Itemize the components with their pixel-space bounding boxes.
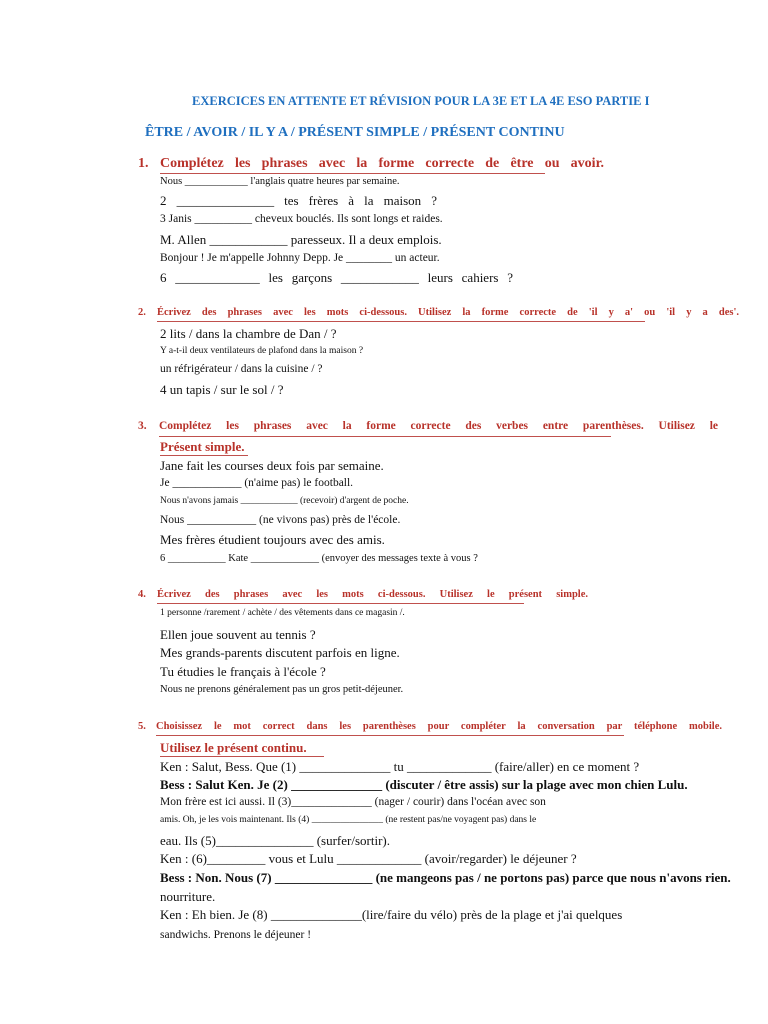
ex1-line-1: Nous ____________ l'anglais quatre heures par semaine.: [160, 176, 400, 187]
ex2-line-4: 4 un tapis / sur le sol / ?: [160, 382, 284, 397]
ex5-line-9: Ken : Eh bien. Je (8) ______________(lire/faire du vélo) près de la plage et j'ai quelques: [160, 907, 623, 922]
ex5-line-2: Bess : Salut Ken. Je (2) ______________ (discuter / être assis) sur la plage avec mon chien Lulu.: [160, 777, 688, 792]
ex4-line-2: Ellen joue souvent au tennis ?: [160, 627, 316, 642]
ex3-line-6: 6 ___________ Kate _____________ (envoyer des messages texte à vous ?: [160, 553, 478, 564]
ex1-line-3: 3 Janis __________ cheveux bouclés. Ils sont longs et raides.: [160, 213, 443, 225]
ex2-line-2: Y a-t-il deux ventilateurs de plafond dans la maison ?: [160, 346, 364, 356]
ex5-line-8: nourriture.: [160, 889, 216, 904]
exercise-3-underline: [159, 436, 611, 437]
exercise-4-number: 4.: [138, 589, 146, 600]
exercise-5-number: 5.: [138, 721, 146, 732]
exercise-2-number: 2.: [138, 307, 146, 318]
ex1-line-4: M. Allen ____________ paresseux. Il a deux emplois.: [160, 232, 442, 247]
ex4-line-4: Tu étudies le français à l'école ?: [160, 664, 326, 679]
exercise-5-instruction-2: Utilisez le présent continu.: [160, 740, 307, 755]
ex1-line-6: 6 _____________ les garçons ____________ leurs cahiers ?: [160, 270, 513, 285]
exercise-5-underline: [156, 735, 624, 736]
ex4-line-5: Nous ne prenons généralement pas un gros petit-déjeuner.: [160, 684, 404, 695]
exercise-5-underline-2: [160, 756, 324, 757]
exercise-3-instruction-2: Présent simple.: [160, 439, 245, 454]
ex3-line-3: Nous n'avons jamais ____________ (recevoir) d'argent de poche.: [160, 496, 409, 506]
exercise-3-underline-2: [160, 455, 248, 456]
exercise-2-underline: [157, 321, 645, 322]
exercise-1-underline: [160, 173, 545, 174]
exercise-4-instruction: Écrivez des phrases avec les mots ci-dessous. Utilisez le présent simple.: [157, 589, 588, 600]
exercise-4-underline: [157, 603, 524, 604]
ex5-line-6: Ken : (6)_________ vous et Lulu _____________ (avoir/regarder) le déjeuner ?: [160, 851, 577, 866]
ex4-line-1: 1 personne /rarement / achète / des vêtements dans ce magasin /.: [160, 608, 405, 618]
exercise-1-instruction: Complétez les phrases avec la forme correcte de être ou avoir.: [160, 156, 604, 171]
ex4-line-3: Mes grands-parents discutent parfois en ligne.: [160, 645, 400, 660]
ex3-line-4: Nous ____________ (ne vivons pas) près de l'école.: [160, 514, 401, 526]
ex5-line-5: eau. Ils (5)_______________ (surfer/sortir).: [160, 833, 390, 848]
ex1-line-5: Bonjour ! Je m'appelle Johnny Depp. Je ________ un acteur.: [160, 252, 440, 264]
document-title: EXERCICES EN ATTENTE ET RÉVISION POUR LA 3E ET LA 4E ESO PARTIE I: [192, 94, 650, 108]
ex5-line-1: Ken : Salut, Bess. Que (1) ______________ tu _____________ (faire/aller) en ce moment ?: [160, 759, 640, 774]
exercise-3-number: 3.: [138, 420, 147, 432]
ex5-line-4: amis. Oh, je les vois maintenant. Ils (4) _______________ (ne restent pas/ne voyagent pas) dans le: [160, 815, 537, 825]
exercise-1-number: 1.: [138, 156, 149, 171]
ex2-line-3: un réfrigérateur / dans la cuisine / ?: [160, 363, 323, 375]
document-subtitle: ÊTRE / AVOIR / IL Y A / PRÉSENT SIMPLE / PRÉSENT CONTINU: [145, 125, 565, 140]
ex5-line-10: sandwichs. Prenons le déjeuner !: [160, 929, 312, 941]
ex1-line-2: 2 _______________ tes frères à la maison ?: [160, 193, 437, 208]
exercise-3-instruction: Complétez les phrases avec la forme correcte des verbes entre parenthèses. Utilisez le: [159, 420, 718, 432]
exercise-2-instruction: Écrivez des phrases avec les mots ci-dessous. Utilisez la forme correcte de 'il y a' ou 'il y a des'.: [157, 307, 739, 318]
ex5-line-7: Bess : Non. Nous (7) _______________ (ne mangeons pas / ne portons pas) parce que nous n'avons rien.: [160, 870, 731, 885]
ex2-line-1: 2 lits / dans la chambre de Dan / ?: [160, 326, 337, 341]
exercise-5-instruction: Choisissez le mot correct dans les parenthèses pour compléter la conversation par téléphone mobile.: [156, 721, 722, 732]
ex3-line-5: Mes frères étudient toujours avec des amis.: [160, 532, 385, 547]
ex5-line-3: Mon frère est ici aussi. Il (3)______________ (nager / courir) dans l'océan avec son: [160, 796, 546, 808]
ex3-line-1: Jane fait les courses deux fois par semaine.: [160, 458, 384, 473]
ex3-line-2: Je ____________ (n'aime pas) le football.: [160, 477, 354, 489]
